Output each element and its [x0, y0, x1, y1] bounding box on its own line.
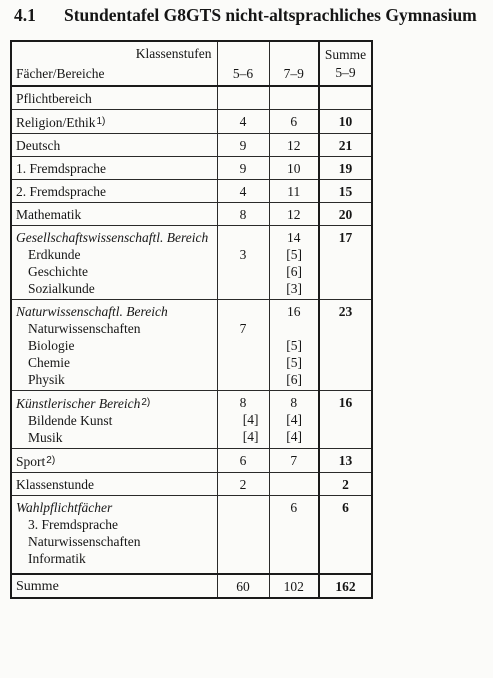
- value-7-9: 11: [287, 184, 301, 199]
- sub-subject-label: Erdkunde: [28, 247, 81, 262]
- value-summe: 23: [338, 304, 353, 319]
- value-5-6: 2: [239, 477, 247, 492]
- value-7-9: 16: [287, 304, 301, 319]
- sub-subject-label: Physik: [28, 372, 65, 387]
- sub-value-7-9: [5]: [286, 247, 302, 262]
- sub-subject-label: Biologie: [28, 338, 75, 353]
- section-heading: [14, 4, 490, 26]
- sub-value-5-6: [4]: [242, 429, 259, 444]
- header-col-5-6: [217, 41, 269, 86]
- value-summe: 21: [338, 138, 353, 153]
- footnote-marker: 2): [46, 455, 56, 466]
- subject-label: Deutsch: [16, 138, 61, 153]
- wahlpflicht-group-row: [11, 496, 372, 575]
- value-summe: 2: [342, 477, 349, 492]
- sub-subject-label: Musik: [28, 430, 63, 445]
- sub-subject-label: Naturwissenschaften: [28, 534, 141, 549]
- summe-total: 162: [335, 579, 356, 594]
- value-summe: 16: [338, 395, 353, 410]
- value-summe: 10: [338, 114, 353, 129]
- sub-value-7-9: [6]: [286, 264, 302, 279]
- value-5-6: 3: [239, 247, 247, 262]
- footnote-marker: 1): [96, 116, 106, 127]
- value-5-6: 6: [239, 453, 247, 468]
- value-summe: 6: [342, 500, 349, 515]
- summe-header-label: Summe: [324, 46, 367, 62]
- value-5-6: 9: [239, 138, 247, 153]
- subject-label: 2. Fremdsprache: [16, 184, 106, 199]
- summe-label: Summe: [16, 579, 59, 594]
- sub-subject-label: Chemie: [28, 355, 70, 370]
- sub-subject-label: 3. Fremdsprache: [28, 517, 118, 532]
- sub-value-7-9: [5]: [286, 338, 302, 353]
- table-row: [11, 134, 372, 157]
- value-summe: 20: [338, 207, 353, 222]
- header-col-7-9: [269, 41, 319, 86]
- natur-title: Naturwissenschaftl. Bereich: [16, 304, 168, 319]
- value-5-6: 8: [239, 207, 247, 222]
- wahlpflicht-title: Wahlpflichtfächer: [16, 500, 113, 515]
- sub-subject-label: Bildende Kunst: [28, 413, 113, 428]
- value-5-6: 7: [239, 321, 247, 336]
- value-7-9: [270, 473, 319, 495]
- sub-value-7-9: [6]: [286, 372, 302, 387]
- value-7-9: 6: [290, 114, 298, 129]
- subject-label: Klassenstunde: [16, 477, 94, 492]
- header-col-summe: [319, 41, 372, 86]
- value-7-9: 7: [290, 453, 298, 468]
- table-row: [11, 157, 372, 180]
- sub-value-7-9: [3]: [286, 281, 302, 296]
- summe-header-range: 5–9: [335, 64, 356, 80]
- table-row: [11, 203, 372, 226]
- stundentafel-table: [10, 40, 373, 599]
- summe-7-9: 102: [283, 579, 304, 594]
- value-summe: 13: [338, 453, 353, 468]
- sub-value-7-9: [5]: [286, 355, 302, 370]
- sub-value-7-9: [4]: [286, 412, 302, 427]
- value-7-9: 14: [287, 230, 301, 245]
- gesellschaft-title: Gesellschaftswissenschaftl. Bereich: [16, 230, 209, 245]
- value-5-6: 8: [239, 395, 247, 410]
- gesellschaft-group-row: [11, 226, 372, 300]
- col-5-6-label: 5–6: [232, 66, 254, 81]
- subject-label: 1. Fremdsprache: [16, 161, 106, 176]
- header-subject-cell: [11, 41, 217, 86]
- footnote-marker: 2): [141, 397, 151, 408]
- subject-label: Sport: [16, 454, 46, 469]
- faecher-label: Fächer/Bereiche: [16, 66, 105, 81]
- header-row: [11, 41, 372, 86]
- pflichtbereich-row: [11, 86, 372, 110]
- section-title: Stundentafel G8GTS nicht-altsprachliches Gymnasium: [64, 5, 477, 25]
- table-row: [11, 473, 372, 496]
- sub-value-7-9: [4]: [286, 429, 302, 444]
- pflichtbereich-label: Pflichtbereich: [16, 91, 92, 106]
- kunst-title: Künstlerischer Bereich: [16, 396, 141, 411]
- summe-5-6: 60: [236, 579, 250, 594]
- kunst-group-row: [11, 391, 372, 449]
- subject-label: Mathematik: [16, 207, 82, 222]
- value-5-6: 9: [239, 161, 247, 176]
- value-7-9: 8: [290, 395, 298, 410]
- sub-subject-label: Sozialkunde: [28, 281, 95, 296]
- sub-subject-label: Naturwissenschaften: [28, 321, 141, 336]
- value-5-6: 4: [239, 114, 247, 129]
- value-summe: 19: [338, 161, 353, 176]
- value-7-9: 6: [290, 500, 298, 515]
- value-7-9: 10: [287, 161, 301, 176]
- sub-value-5-6: [4]: [242, 412, 259, 427]
- klassenstufen-label: Klassenstufen: [135, 46, 212, 61]
- value-7-9: 12: [287, 207, 301, 222]
- value-5-6: 4: [239, 184, 247, 199]
- summe-row: [11, 574, 372, 598]
- table-row: [11, 449, 372, 473]
- table-row: [11, 110, 372, 134]
- subject-label: Religion/Ethik: [16, 115, 96, 130]
- sub-subject-label: Informatik: [28, 551, 86, 566]
- col-7-9-label: 7–9: [283, 66, 304, 81]
- value-summe: 15: [338, 184, 353, 199]
- natur-group-row: [11, 300, 372, 391]
- table-row: [11, 180, 372, 203]
- value-summe: 17: [338, 230, 353, 245]
- value-7-9: 12: [287, 138, 301, 153]
- sub-subject-label: Geschichte: [28, 264, 88, 279]
- section-number: 4.1: [14, 5, 36, 25]
